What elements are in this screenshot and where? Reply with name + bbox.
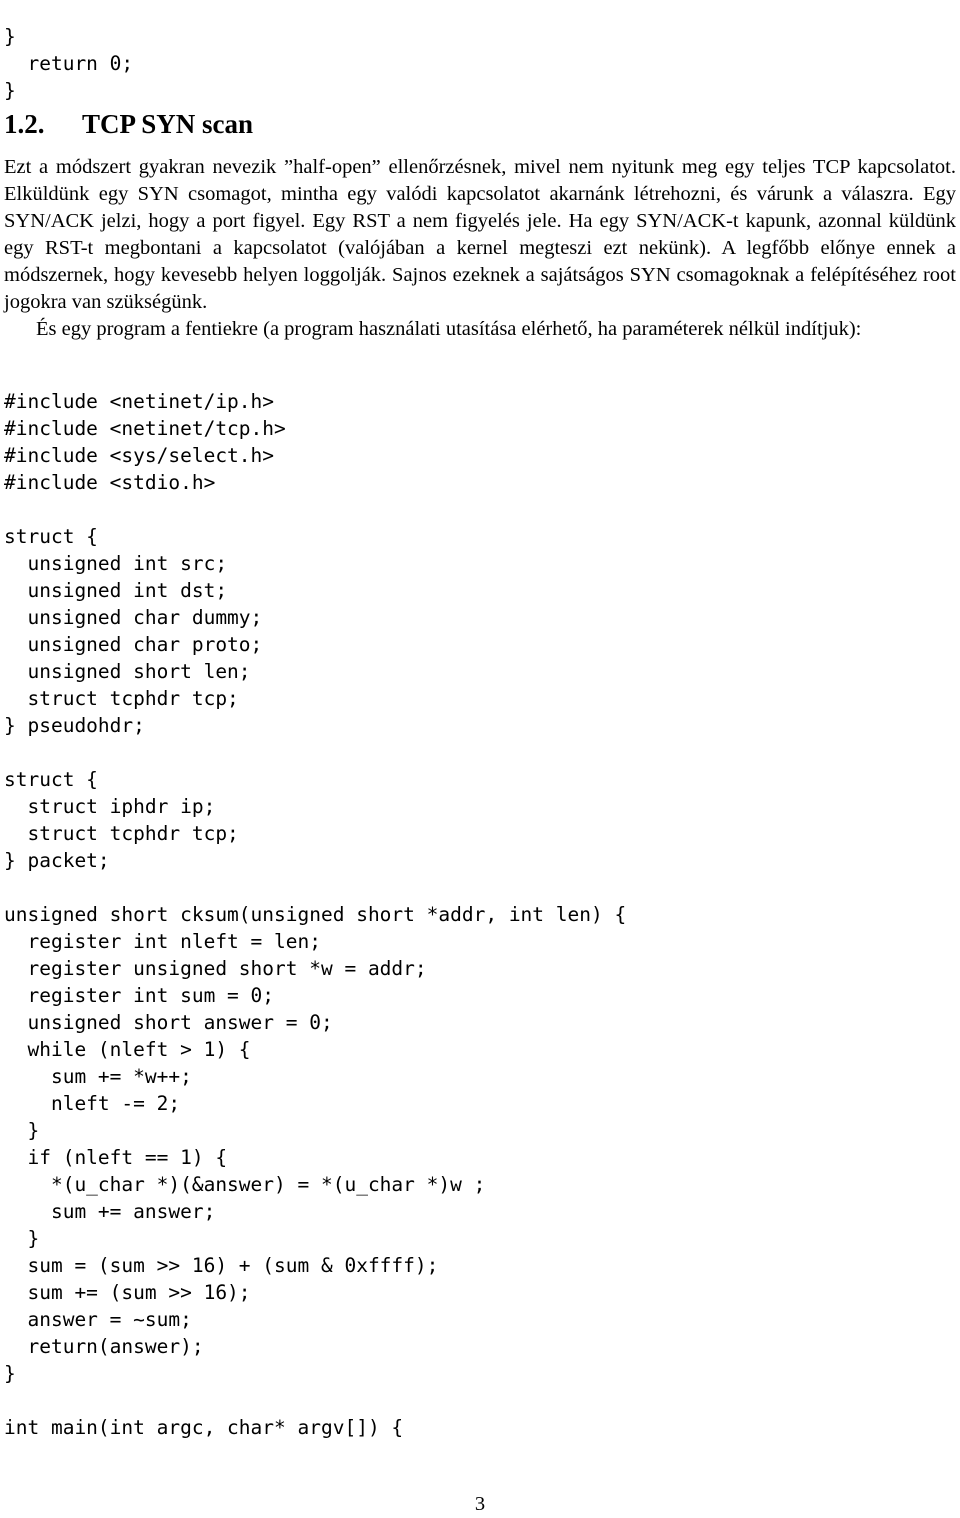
- section-heading: [4, 106, 253, 142]
- page-number: 3: [474, 1493, 486, 1515]
- body-text: [4, 154, 956, 343]
- paragraph-program-note: És egy program a fentiekre (a program használati utasítása elérhető, ha paraméterek nélkül indítjuk):: [36, 318, 862, 340]
- code-listing: #include <netinet/ip.h> #include <netinet/tcp.h> #include <sys/select.h> #include <stdio.h> struct { unsigned int src; unsigned int dst; unsigned char dummy; unsigned char proto; unsigned short len; struct tcphdr tcp; } pseudohdr; struct { struct iphdr ip; struct tcphdr tcp; } packet; unsigned short cksum(unsigned short *addr, int len) { register int nleft = len; register unsigned short *w = addr; register int sum = 0; unsigned short answer = 0; while (nleft > 1) { sum += *w++; nleft -= 2; } if (nleft == 1) { *(u_char *)(&answer) = *(u_char *)w ; sum += answer; } sum = (sum >> 16) + (sum & 0xffff); sum += (sum >> 16); answer = ~sum; return(answer); } int main(int argc, char* argv[]) {: [4, 390, 627, 1439]
- code-block-continuation: } return 0; }: [4, 25, 134, 102]
- section-number: 1.2.: [4, 109, 45, 139]
- paragraph-intro: Ezt a módszert gyakran nevezik ”half-open” ellenőrzésnek, mivel nem nyitunk meg egy teljes TCP kapcsolatot. Elküldünk egy SYN csomagot, mintha egy valódi kapcsolatot akarnánk létrehozni, és várunk a válaszra. Egy SYN/ACK jelzi, hogy a port figyel. Egy RST a nem figyelés jele. Ha egy SYN/ACK-t kapunk, azonnal küldünk egy RST-t megbontani a kapcsolatot (valójában a kernel megteszi ezt nekünk). A legfőbb előnye ennek a módszernek, hogy kevesebb helyen loggolják. Sajnos ezeknek a sajátságos SYN csomagoknak a felépítéséhez root jogokra van szükségünk.: [4, 156, 956, 313]
- section-title: TCP SYN scan: [82, 109, 254, 139]
